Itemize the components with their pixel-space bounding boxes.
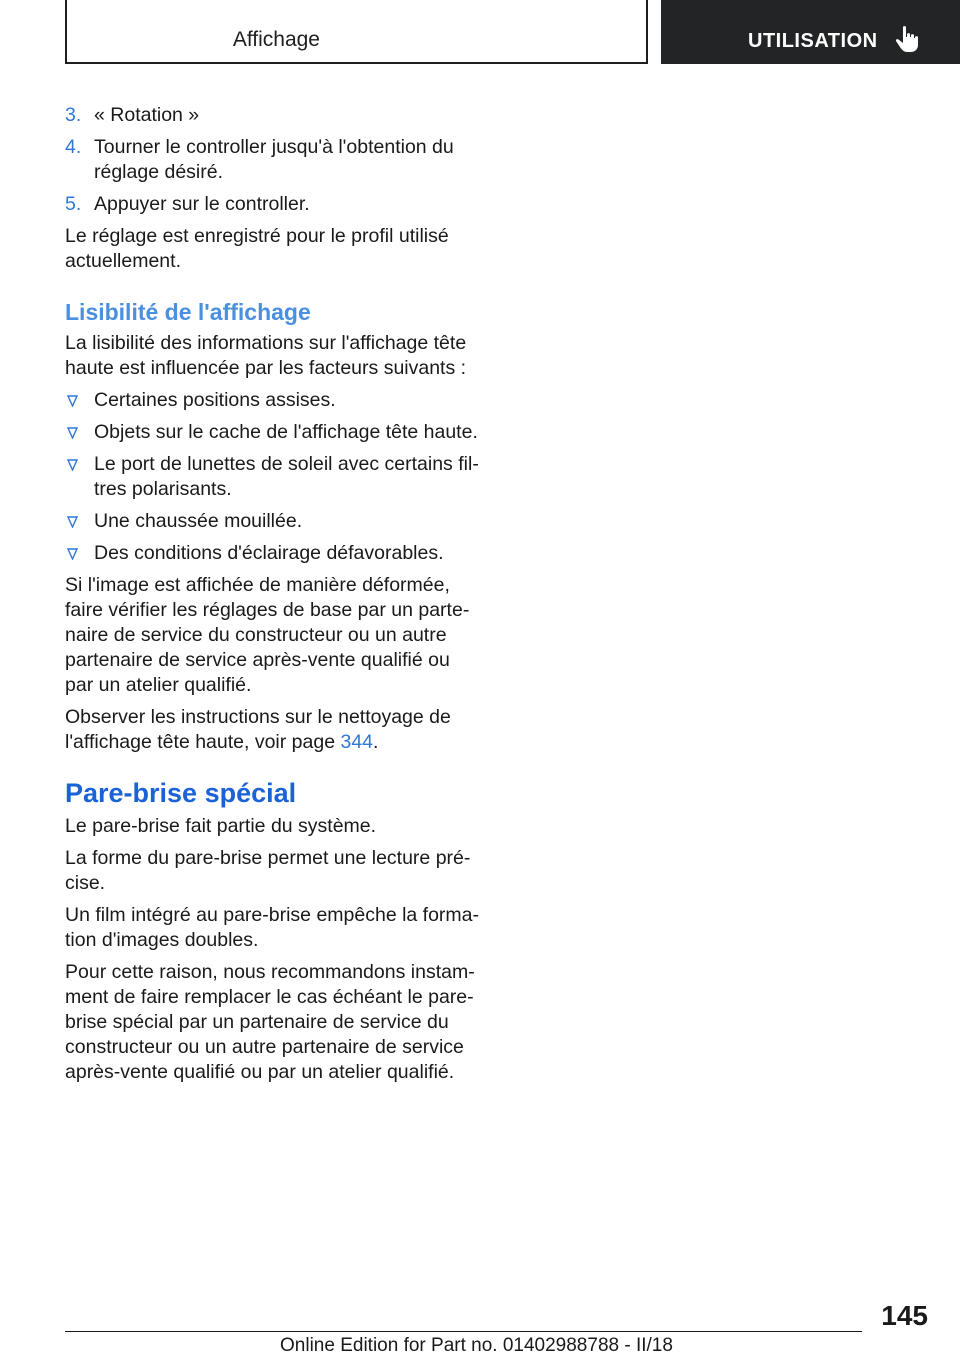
windshield-paragraph: La forme du pare-brise permet une lecture précise.	[65, 847, 471, 894]
cleaning-paragraph	[65, 705, 480, 755]
bullet-item	[65, 388, 480, 413]
bullet-triangle-icon	[67, 459, 78, 471]
bullet-triangle-icon	[67, 427, 78, 439]
step-number: 4.	[65, 136, 82, 158]
cleaning-text: Observer les instructions sur le nettoyage de l'affichage tête haute, voir page	[65, 706, 451, 753]
step-5	[65, 192, 480, 217]
windshield-paragraph: Le pare-brise fait partie du système.	[65, 815, 377, 837]
step-text: Appuyer sur le controller.	[94, 193, 310, 215]
bullet-text: Le port de lunettes de soleil avec certains filtres polarisants.	[94, 453, 479, 500]
main-column	[65, 103, 480, 1092]
section-heading-readability: Lisibilité de l'affichage	[65, 299, 311, 325]
distortion-paragraph: Si l'image est affichée de manière déformée, faire vérifier les réglages de base par un partenaire de service du constructeur ou un autre partenaire de service après-vente qualifié ou par un atelier qualifié.	[65, 574, 470, 696]
footer-divider	[65, 1331, 862, 1332]
step-text: Tourner le controller jusqu'à l'obtention du réglage désiré.	[94, 136, 454, 183]
bullet-item	[65, 452, 480, 502]
header-section-title: Affichage	[232, 28, 320, 51]
header-chapter-tab	[661, 0, 960, 64]
readability-intro: La lisibilité des informations sur l'affichage tête haute est influencée par les facteurs suivants :	[65, 332, 467, 379]
bullet-item	[65, 420, 480, 445]
chapter-label: UTILISATION	[748, 30, 878, 52]
page-reference-link[interactable]: 344	[340, 731, 374, 753]
step-3	[65, 103, 480, 128]
setting-saved-note: Le réglage est enregistré pour le profil utilisé actuellement.	[65, 225, 449, 272]
windshield-paragraph: Pour cette raison, nous recommandons instamment de faire remplacer le cas échéant le pare-brise spécial par un partenaire de service du constructeur ou un autre partenaire de service après-vente qualifié ou par un atelier qualifié.	[65, 961, 475, 1083]
windshield-paragraph: Un film intégré au pare-brise empêche la formation d'images doubles.	[65, 904, 480, 951]
step-number: 3.	[65, 104, 82, 126]
bullet-triangle-icon	[67, 516, 78, 528]
bullet-text: Certaines positions assises.	[94, 389, 336, 411]
section-heading-windshield: Pare-brise spécial	[65, 778, 297, 808]
step-number: 5.	[65, 193, 82, 215]
bullet-triangle-icon	[67, 548, 78, 560]
step-4	[65, 135, 480, 185]
bullet-text: Des conditions d'éclairage défavorables.	[94, 542, 444, 564]
footer-edition: Online Edition for Part no. 01402988788 - II/18	[280, 1335, 673, 1356]
cleaning-text-end: .	[373, 731, 379, 753]
page-number: 145	[881, 1300, 928, 1331]
bullet-triangle-icon	[67, 395, 78, 407]
bullet-item	[65, 509, 480, 534]
bullet-text: Objets sur le cache de l'affichage tête haute.	[94, 421, 478, 443]
bullet-text: Une chaussée mouillée.	[94, 510, 303, 532]
step-text: « Rotation »	[94, 104, 200, 126]
header-section-box	[65, 0, 648, 64]
pointing-hand-icon	[894, 25, 920, 53]
bullet-item	[65, 541, 480, 566]
